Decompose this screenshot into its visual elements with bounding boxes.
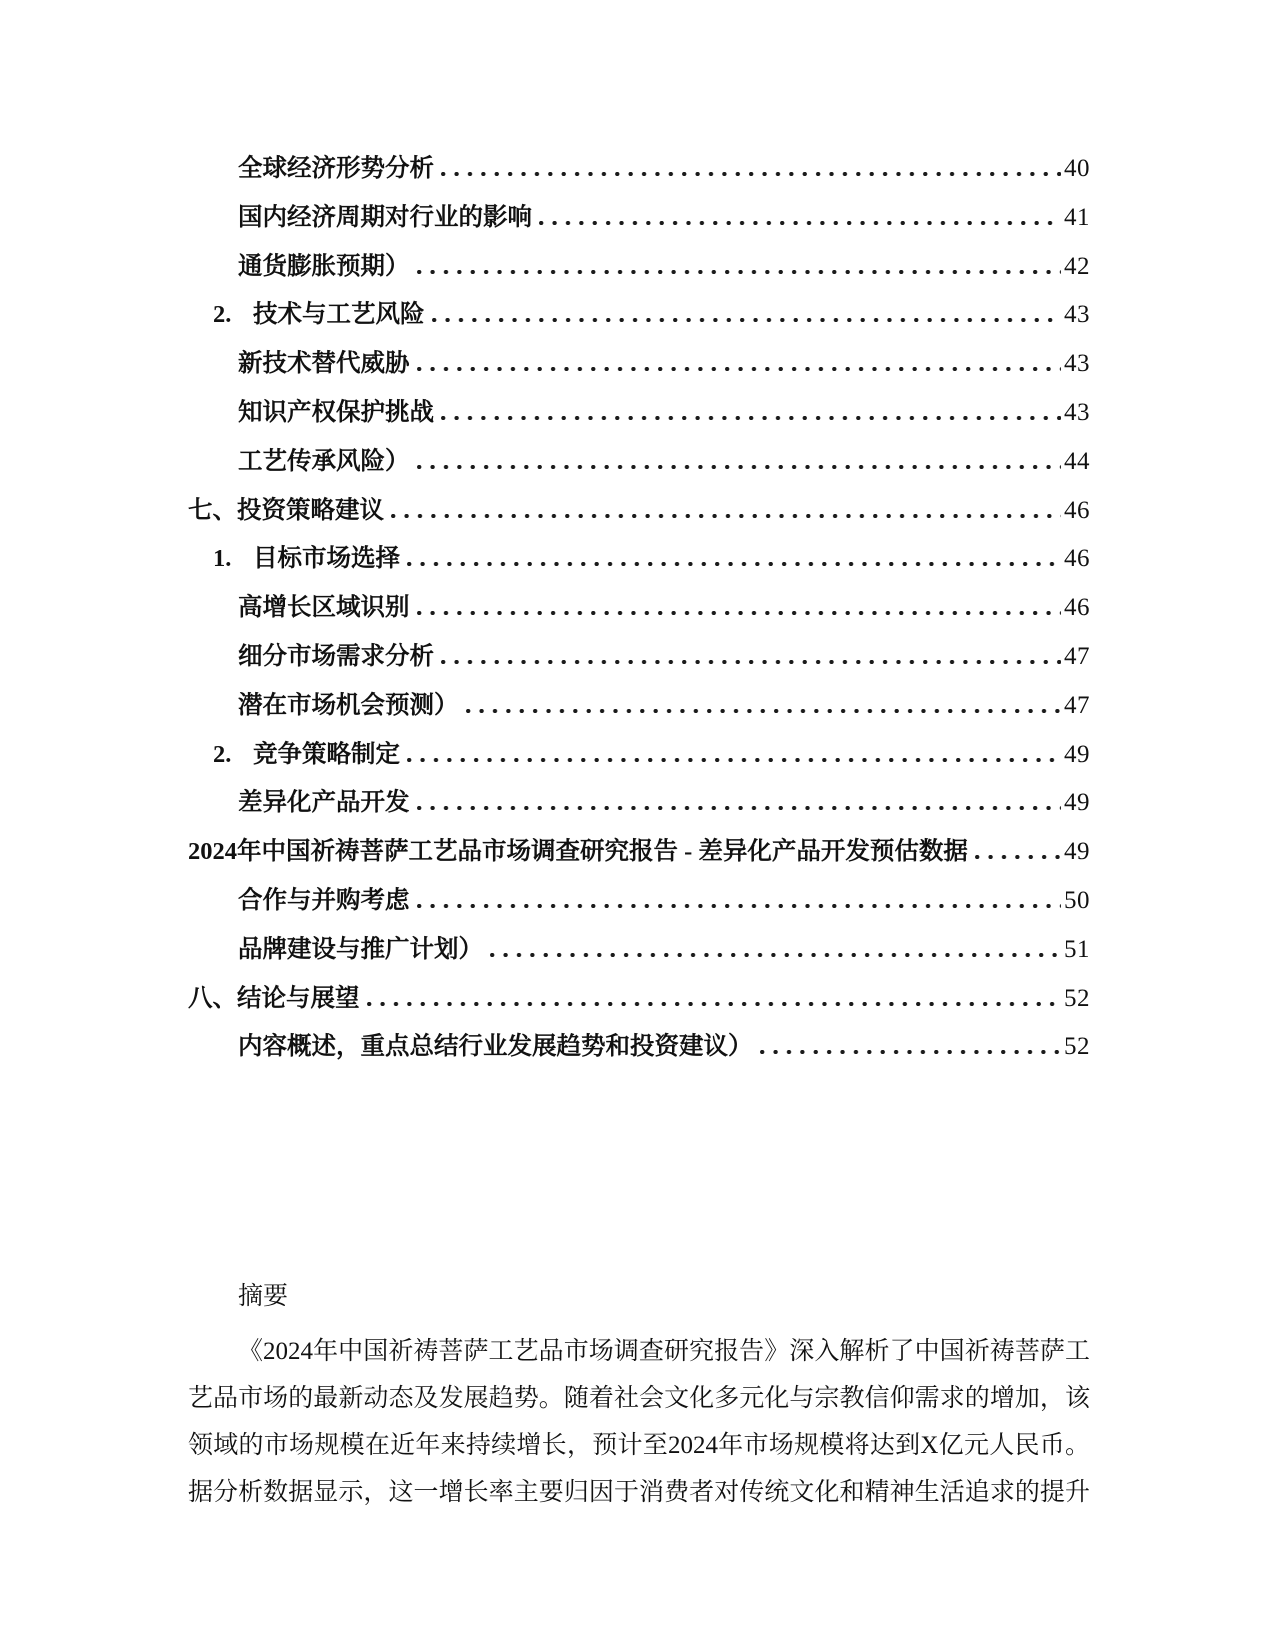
toc-page-number: 47 [1064,642,1090,670]
toc-entry-title: 新技术替代威胁 [238,350,410,378]
toc-entry [188,774,1090,823]
toc-entry [188,530,1090,579]
toc-dot-leader [417,806,1062,810]
toc-entry [188,384,1090,433]
toc-entry [188,189,1090,238]
toc-page-number: 49 [1064,838,1090,866]
toc-entry [188,140,1090,189]
toc-page-number: 44 [1064,447,1090,475]
toc-entry-title: 知识产权保护挑战 [238,398,434,426]
abstract-paragraph: 《2024年中国祈祷菩萨工艺品市场调查研究报告》深入解析了中国祈祷菩萨工艺品市场的最新动态及发展趋势。随着社会文化多元化与宗教信仰需求的增加，该领域的市场规模在近年来持续增长，预计至2024年市场规模将达到X亿元人民币。据分析数据显示，这一增长率主要归因于消费者对传统文化和精神生活追求的提升 [188,1338,1090,1507]
toc-entry [188,433,1090,482]
toc-entry [188,823,1090,872]
toc-page-number: 49 [1064,789,1090,817]
toc-dot-leader [417,465,1062,469]
toc-page-number: 52 [1064,984,1090,1012]
toc-page-number: 49 [1064,740,1090,768]
page-content [188,140,1090,1516]
toc-dot-leader [367,1002,1062,1006]
toc-entry [188,1018,1090,1067]
toc-dot-leader [417,367,1062,371]
toc-page-number: 40 [1064,155,1090,182]
toc-entry [188,335,1090,384]
toc-dot-leader [539,221,1061,225]
toc-dot-leader [975,855,1061,859]
toc-dot-leader [417,904,1062,908]
toc-entry [188,238,1090,287]
toc-page-number: 41 [1064,203,1090,231]
toc-dot-leader [417,611,1062,615]
toc [188,140,1090,1067]
toc-entry-title: 国内经济周期对行业的影响 [238,203,532,231]
toc-dot-leader [407,562,1061,566]
toc-entry-title: 潜在市场机会预测） [238,691,459,719]
toc-dot-leader [417,270,1062,274]
toc-page-number: 43 [1064,301,1090,329]
toc-entry-title: 工艺传承风险） [238,447,410,475]
toc-dot-leader [407,758,1061,762]
toc-entry [188,286,1090,335]
toc-dot-leader [441,416,1061,420]
toc-entry-number: 2. [213,301,232,329]
toc-entry [188,921,1090,970]
toc-entry [188,482,1090,531]
toc-entry-title: 内容概述，重点总结行业发展趋势和投资建议） [238,1033,753,1061]
toc-entry-title: 目标市场选择 [253,545,400,573]
toc-dot-leader [760,1050,1062,1054]
toc-page-number: 46 [1064,496,1090,524]
toc-entry [188,579,1090,628]
toc-entry-title: 竞争策略制定 [253,740,400,768]
toc-entry-title: 高增长区域识别 [238,594,410,622]
toc-entry-title: 差异化产品开发 [238,789,410,817]
toc-entry-title: 七、投资策略建议 [188,496,384,524]
toc-page-number: 42 [1064,252,1090,280]
toc-entry-title: 细分市场需求分析 [238,642,434,670]
toc-page-number: 51 [1064,935,1090,963]
toc-entry [188,970,1090,1019]
toc-entry [188,628,1090,677]
toc-page-number: 46 [1064,545,1090,573]
toc-entry-title: 品牌建设与推广计划） [238,935,483,963]
abstract-section [188,1273,1090,1516]
toc-page-number: 52 [1064,1033,1090,1061]
toc-dot-leader [490,953,1061,957]
abstract-heading: 摘要 [238,1283,289,1311]
toc-entry-title: 技术与工艺风险 [253,301,425,329]
toc-entry-title: 合作与并购考虑 [238,886,410,914]
toc-page-number: 46 [1064,594,1090,622]
toc-entry [188,726,1090,775]
toc-entry-number: 2. [213,740,232,768]
toc-dot-leader [466,709,1062,713]
toc-dot-leader [391,514,1061,518]
toc-dot-leader [432,318,1062,322]
toc-entry-title: 通货膨胀预期） [238,252,410,280]
toc-page-number: 50 [1064,886,1090,914]
toc-entry-number: 1. [213,545,232,573]
toc-dot-leader [441,172,1061,176]
toc-page-number: 47 [1064,691,1090,719]
toc-entry [188,872,1090,921]
toc-entry [188,677,1090,726]
toc-entry-title: 八、结论与展望 [188,984,360,1012]
toc-page-number: 43 [1064,398,1090,426]
toc-page-number: 43 [1064,350,1090,378]
toc-entry-title: 2024年中国祈祷菩萨工艺品市场调查研究报告 - 差异化产品开发预估数据 [188,838,968,866]
toc-dot-leader [441,660,1061,664]
toc-entry-title: 全球经济形势分析 [238,155,434,182]
